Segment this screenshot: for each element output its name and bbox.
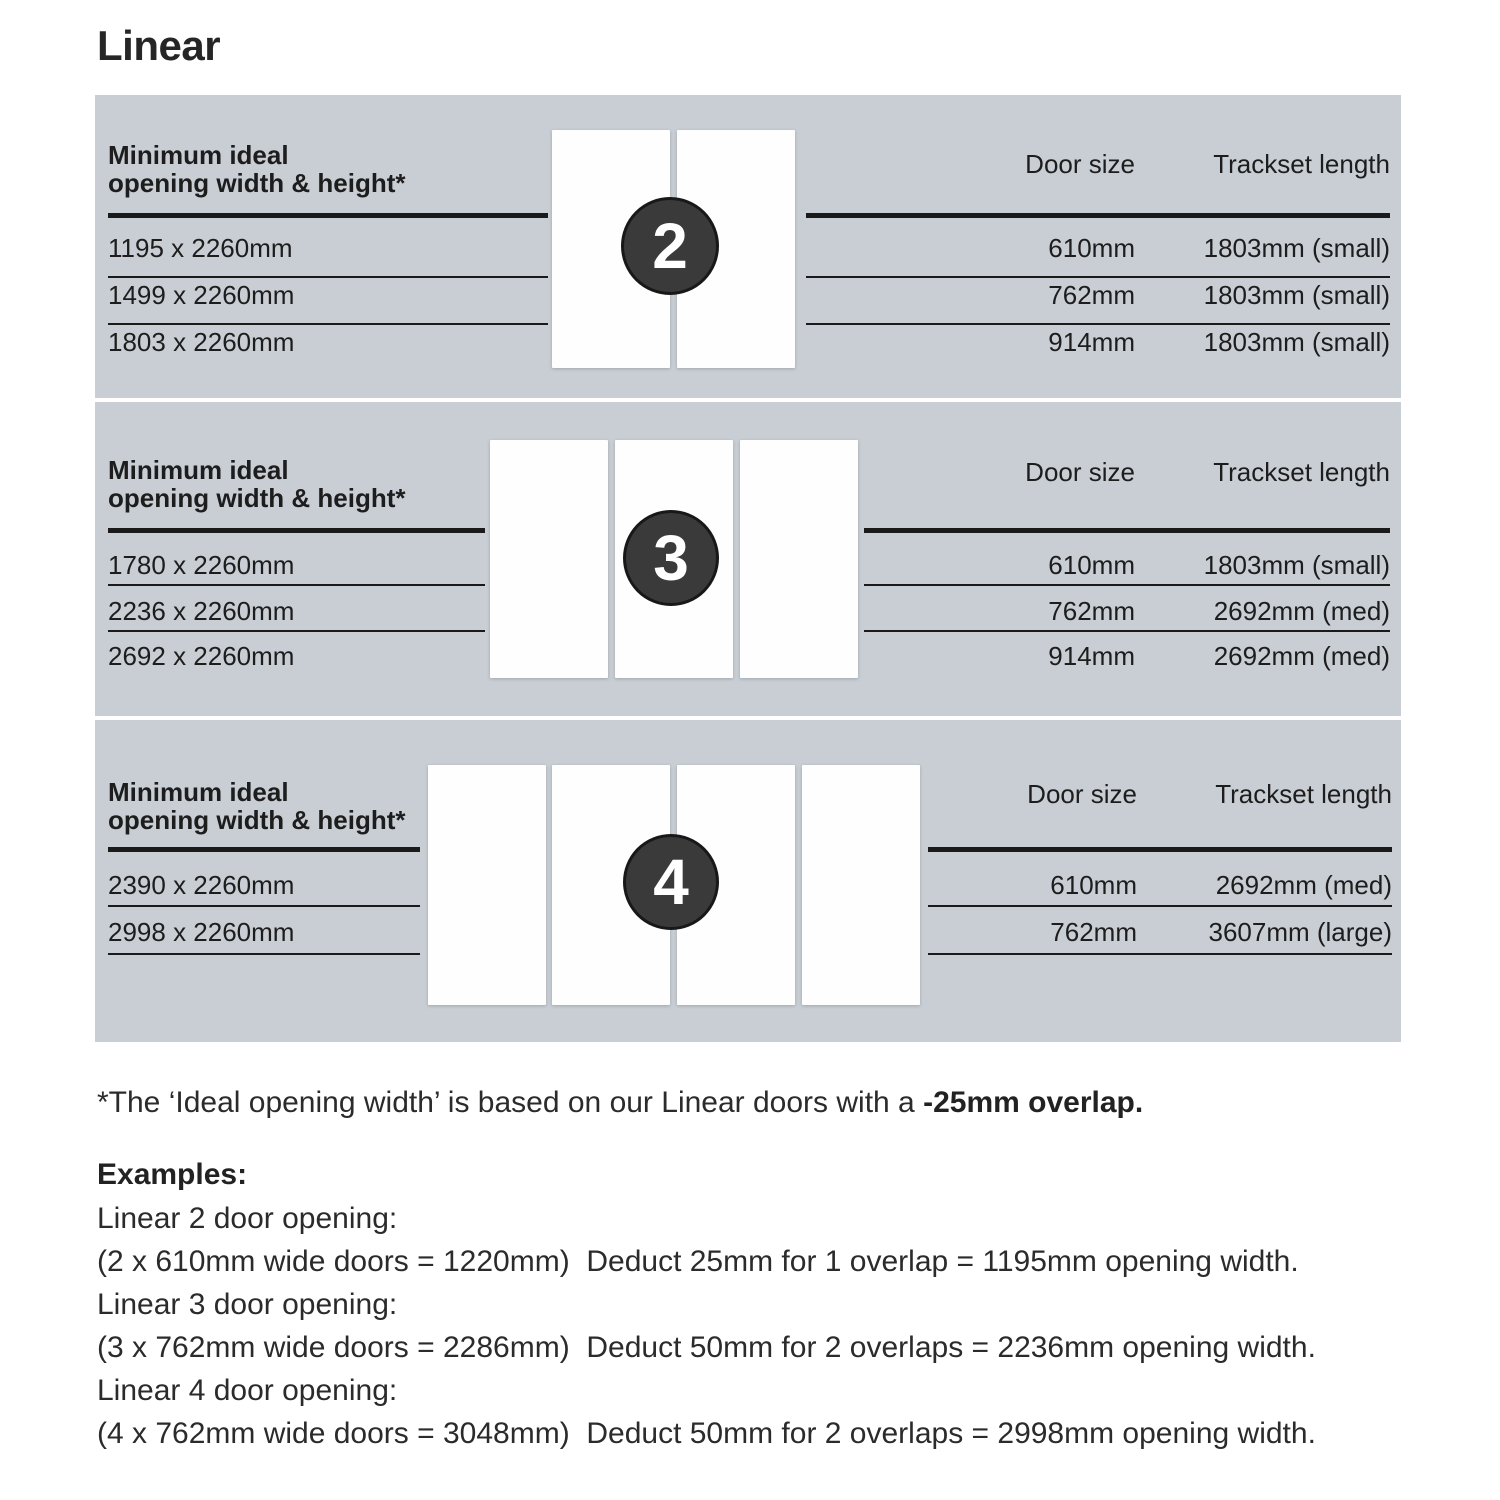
- section-2-door: [95, 95, 1401, 398]
- door-size-value: 610mm: [1048, 550, 1135, 580]
- row-divider: [108, 905, 420, 907]
- size-table: [928, 720, 1392, 1042]
- row-divider: [108, 323, 548, 325]
- opening-size-header-line1: Minimum ideal: [108, 455, 289, 485]
- door-count-badge: 4: [623, 834, 719, 930]
- example-line: Linear 4 door opening:: [97, 1374, 398, 1407]
- row-divider: [864, 630, 1390, 632]
- opening-size-value: 1499 x 2260mm: [108, 280, 295, 310]
- opening-size-header-line1: Minimum ideal: [108, 140, 289, 170]
- door-count-badge: 3: [623, 510, 719, 606]
- opening-size-header: [108, 778, 406, 834]
- trackset-value: 1803mm (small): [1203, 550, 1390, 580]
- trackset-value: 2692mm (med): [1215, 870, 1392, 900]
- size-table: [806, 95, 1390, 398]
- door-size-value: 914mm: [1048, 327, 1135, 357]
- opening-size-value: 1780 x 2260mm: [108, 550, 295, 580]
- examples-heading: Examples:: [97, 1158, 248, 1191]
- row-divider: [928, 905, 1392, 907]
- row-divider: [806, 323, 1390, 325]
- row-divider: [864, 584, 1390, 586]
- opening-size-value: 2236 x 2260mm: [108, 596, 295, 626]
- example-line: Linear 3 door opening:: [97, 1288, 398, 1321]
- header-rule: [108, 528, 485, 533]
- trackset-value: 2692mm (med): [1213, 596, 1390, 626]
- row-divider: [108, 276, 548, 278]
- opening-size-header: [108, 456, 406, 512]
- opening-size-value: 2692 x 2260mm: [108, 641, 295, 671]
- door-panel: [490, 440, 608, 678]
- example-line: Linear 2 door opening:: [97, 1202, 398, 1235]
- row-divider: [806, 276, 1390, 278]
- section-4-door: [95, 720, 1401, 1042]
- opening-size-header-line2: opening width & height*: [108, 805, 406, 835]
- door-size-value: 610mm: [1050, 870, 1137, 900]
- footnote-bold: -25mm overlap.: [923, 1086, 1144, 1119]
- row-divider: [928, 953, 1392, 955]
- header-rule: [864, 528, 1390, 533]
- row-divider: [108, 953, 420, 955]
- door-panel: [802, 765, 920, 1005]
- trackset-value: 1803mm (small): [1203, 327, 1390, 357]
- header-rule: [108, 213, 548, 218]
- opening-size-header: [108, 141, 406, 197]
- trackset-value: 1803mm (small): [1203, 280, 1390, 310]
- footnote-text: *The ‘Ideal opening width’ is based on our Linear doors with a: [97, 1086, 924, 1119]
- trackset-value: 1803mm (small): [1203, 233, 1390, 263]
- opening-size-header-line2: opening width & height*: [108, 168, 406, 198]
- door-size-column-header: Door size: [1025, 457, 1135, 487]
- footnote: [97, 1086, 1143, 1120]
- door-size-column-header: Door size: [1025, 149, 1135, 179]
- door-size-value: 914mm: [1048, 641, 1135, 671]
- example-line: (3 x 762mm wide doors = 2286mm) Deduct 50mm for 2 overlaps = 2236mm opening width.: [97, 1331, 1316, 1364]
- door-size-value: 762mm: [1048, 280, 1135, 310]
- trackset-column-header: Trackset length: [1213, 457, 1390, 487]
- door-panel: [740, 440, 858, 678]
- trackset-value: 2692mm (med): [1213, 641, 1390, 671]
- section-3-door: [95, 402, 1401, 716]
- page-title: Linear: [97, 22, 221, 69]
- trackset-column-header: Trackset length: [1215, 779, 1392, 809]
- example-line: (2 x 610mm wide doors = 1220mm) Deduct 25mm for 1 overlap = 1195mm opening width.: [97, 1245, 1299, 1278]
- door-count-badge: 2: [621, 197, 719, 295]
- opening-size-value: 2390 x 2260mm: [108, 870, 295, 900]
- size-table: [864, 402, 1390, 716]
- door-size-value: 610mm: [1048, 233, 1135, 263]
- door-size-value: 762mm: [1050, 917, 1137, 947]
- opening-size-header-line1: Minimum ideal: [108, 777, 289, 807]
- opening-size-value: 1195 x 2260mm: [108, 233, 293, 263]
- row-divider: [108, 584, 485, 586]
- trackset-column-header: Trackset length: [1213, 149, 1390, 179]
- opening-size-value: 2998 x 2260mm: [108, 917, 295, 947]
- door-panel: [428, 765, 546, 1005]
- door-size-column-header: Door size: [1027, 779, 1137, 809]
- door-size-value: 762mm: [1048, 596, 1135, 626]
- header-rule: [108, 847, 420, 852]
- example-line: (4 x 762mm wide doors = 3048mm) Deduct 50mm for 2 overlaps = 2998mm opening width.: [97, 1417, 1316, 1450]
- opening-size-header-line2: opening width & height*: [108, 483, 406, 513]
- header-rule: [806, 213, 1390, 218]
- header-rule: [928, 847, 1392, 852]
- row-divider: [108, 630, 485, 632]
- opening-size-value: 1803 x 2260mm: [108, 327, 295, 357]
- trackset-value: 3607mm (large): [1208, 917, 1392, 947]
